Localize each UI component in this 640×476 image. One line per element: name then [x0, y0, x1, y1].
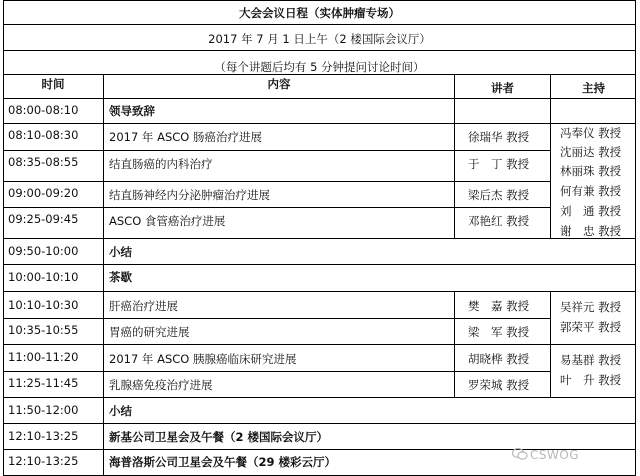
row-speaker: 徐瑞华 教授 — [468, 130, 530, 144]
column-divider — [103, 74, 104, 476]
row-divider — [3, 264, 636, 265]
row-content: 小结 — [109, 245, 132, 259]
row-divider — [3, 344, 636, 345]
row-divider — [3, 397, 636, 398]
column-divider — [550, 74, 551, 124]
row-time: 08:10-08:30 — [8, 128, 79, 142]
row-speaker: 邓艳红 教授 — [468, 214, 530, 228]
row-divider — [3, 98, 636, 99]
schedule-title: 大会会议日程（实体肿瘤专场） — [239, 6, 400, 20]
row-time: 12:10-13:25 — [8, 454, 79, 468]
row-content: 海普洛斯公司卫星会及午餐（29 楼彩云厅） — [109, 455, 337, 469]
row-content: ASCO 食管癌治疗进展 — [109, 214, 226, 228]
column-divider — [550, 291, 551, 398]
row-time: 11:25-11:45 — [8, 376, 79, 390]
row-divider — [3, 318, 551, 319]
row-content: 胃癌的研究进展 — [109, 325, 190, 339]
schedule-note: （每个讲题后均有 5 分钟提问讨论时间） — [214, 60, 425, 74]
row-time: 09:00-09:20 — [8, 186, 79, 200]
row-time: 10:35-10:55 — [8, 323, 79, 337]
row-time: 11:00-11:20 — [8, 350, 79, 364]
row-divider — [3, 50, 636, 51]
row-divider — [3, 74, 636, 75]
row-content: 茶歇 — [109, 270, 132, 284]
table-border-top — [3, 0, 636, 1]
row-content: 领导致辞 — [109, 104, 155, 118]
row-divider — [3, 150, 551, 151]
row-content: 肝癌治疗进展 — [109, 299, 178, 313]
column-header-host: 主持 — [582, 81, 605, 95]
column-divider — [454, 123, 455, 239]
row-time: 08:00-08:10 — [8, 103, 79, 117]
row-divider — [3, 291, 636, 292]
row-time: 08:35-08:55 — [8, 155, 79, 169]
row-speaker: 胡晓桦 教授 — [468, 352, 530, 366]
host-name: 郭荣平 教授 — [560, 320, 622, 334]
row-content: 小结 — [109, 404, 132, 418]
host-name: 冯奉仪 教授 — [560, 126, 622, 140]
row-time: 12:10-13:25 — [8, 429, 79, 443]
row-speaker: 樊 嘉 教授 — [468, 299, 530, 313]
host-name: 林丽珠 教授 — [560, 164, 622, 178]
row-time: 11:50-12:00 — [8, 403, 79, 417]
column-divider — [454, 291, 455, 398]
row-divider — [3, 238, 636, 239]
row-content: 结直肠癌的内科治疗 — [109, 157, 213, 171]
column-divider — [454, 74, 455, 124]
row-time: 09:25-09:45 — [8, 212, 79, 226]
row-content: 2017 年 ASCO 肠癌治疗进展 — [109, 130, 262, 144]
row-divider — [3, 181, 551, 182]
host-name: 叶 升 教授 — [560, 373, 622, 387]
host-name: 吴祥元 教授 — [560, 300, 622, 314]
row-speaker: 于 丁 教授 — [468, 157, 530, 171]
row-content: 2017 年 ASCO 胰腺癌临床研究进展 — [109, 352, 297, 366]
row-content: 新基公司卫星会及午餐（2 楼国际会议厅） — [109, 430, 329, 444]
row-divider — [3, 423, 636, 424]
row-speaker: 梁后杰 教授 — [468, 188, 530, 202]
host-name: 易基群 教授 — [560, 353, 622, 367]
host-name: 谢 忠 教授 — [560, 224, 622, 238]
row-content: 结直肠神经内分泌肿瘤治疗进展 — [109, 188, 270, 202]
wechat-icon — [512, 447, 528, 461]
row-divider — [3, 371, 551, 372]
row-divider — [3, 207, 551, 208]
row-content: 乳腺癌免疫治疗进展 — [109, 378, 213, 392]
host-name: 刘 通 教授 — [560, 204, 622, 218]
row-time: 10:00-10:10 — [8, 270, 79, 284]
row-speaker: 罗荣城 教授 — [468, 378, 530, 392]
row-time: 09:50-10:00 — [8, 244, 79, 258]
row-speaker: 梁 军 教授 — [468, 325, 530, 339]
column-divider — [550, 123, 551, 239]
watermark-text: CSWOG — [530, 448, 580, 462]
row-time: 10:10-10:30 — [8, 298, 79, 312]
row-divider — [3, 24, 636, 25]
column-header-content: 内容 — [267, 77, 291, 91]
row-divider — [3, 123, 636, 124]
schedule-date: 2017 年 7 月 1 日上午（2 楼国际会议厅） — [208, 32, 431, 46]
column-header-time: 时间 — [41, 77, 65, 91]
column-header-speaker: 讲者 — [491, 81, 514, 95]
host-name: 沈丽达 教授 — [560, 145, 622, 159]
host-name: 何有兼 教授 — [560, 184, 622, 198]
